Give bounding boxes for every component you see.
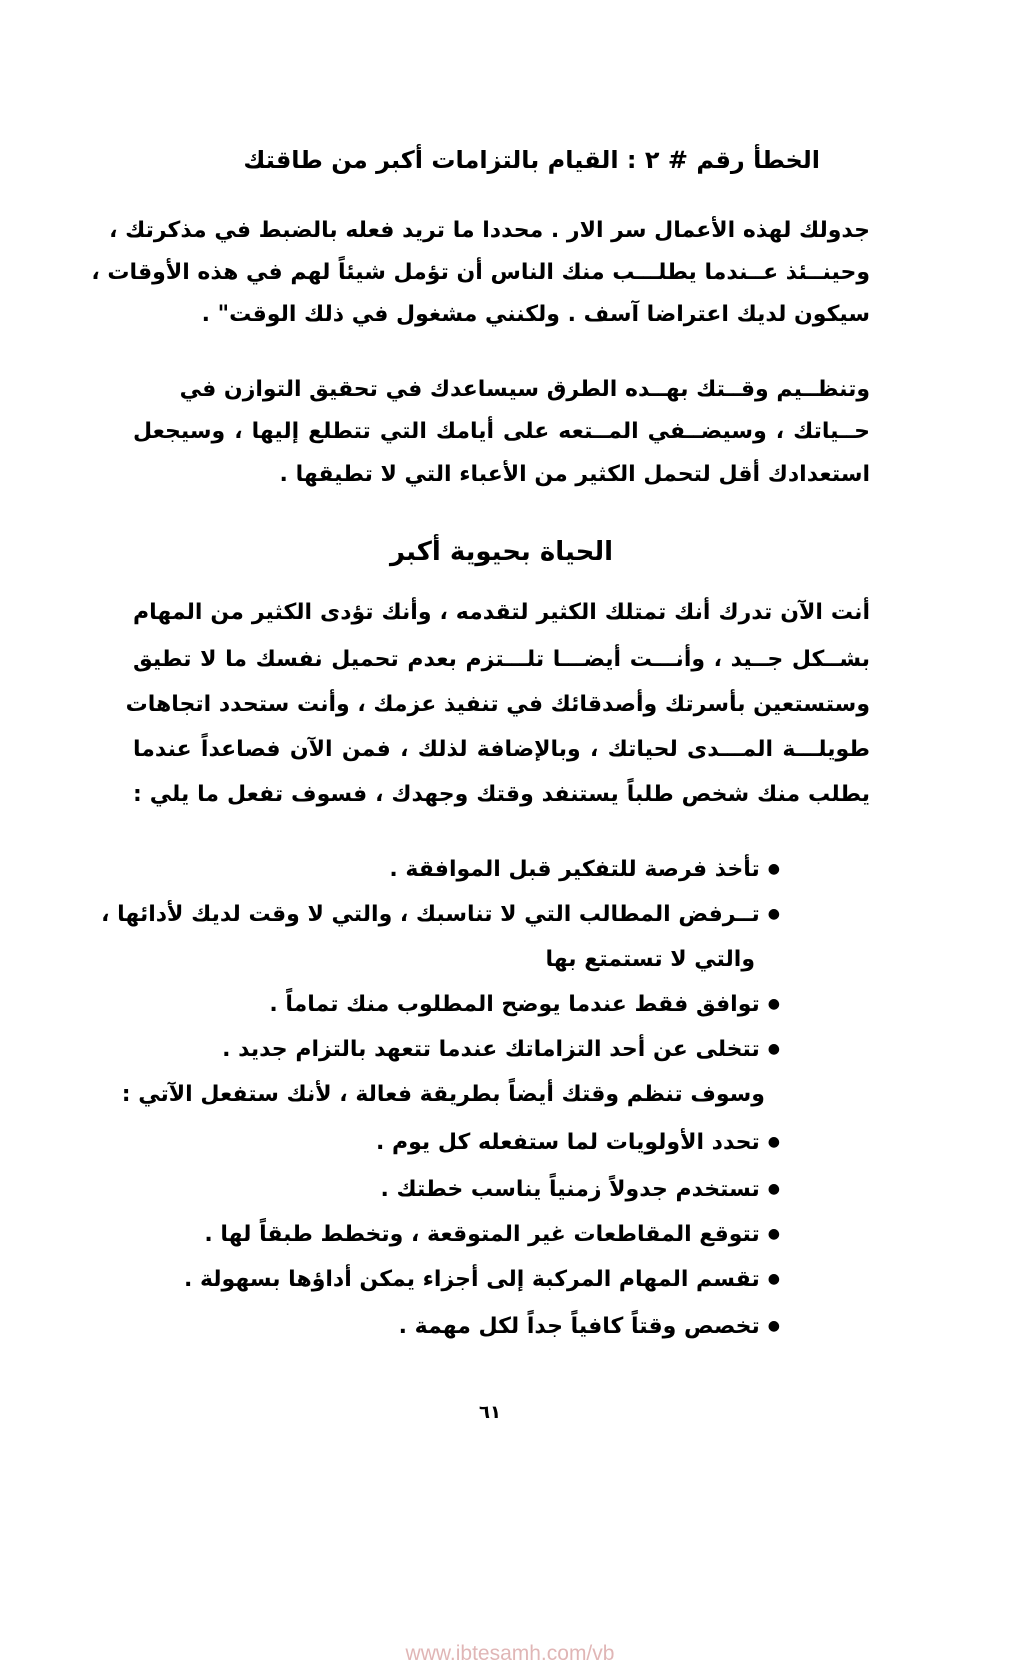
page-number: ٦١ xyxy=(479,1402,501,1423)
paragraph-3-line-1: أنت الآن تدرك أنك تمتلك الكثير لتقدمه ، وأنك تؤدى الكثير من المهام xyxy=(133,600,870,625)
paragraph-3-line-2: بشــكل جــيد ، وأنـــت أيضـــا تلـــتزم بعدم تحميل نفسك ما لا تطيق xyxy=(133,647,870,672)
bullet-item: ● تخصص وقتاً كافياً جداً لكل مهمة . xyxy=(399,1312,780,1344)
bullet-item: ● تقسم المهام المركبة إلى أجزاء يمكن أداؤها بسهولة . xyxy=(184,1265,780,1297)
paragraph-1-line-2: وحينــئذ عــندما يطلـــب منك الناس أن تؤمل شيئاً لهم في هذه الأوقات ، xyxy=(91,260,870,285)
transition-line: وسوف تنظم وقتك أيضاً بطريقة فعالة ، لأنك ستفعل الآتي : xyxy=(121,1082,765,1107)
paragraph-3-line-4: طويلـــة المـــدى لحياتك ، وبالإضافة لذلك ، فمن الآن فصاعداً عندما xyxy=(133,737,870,762)
section-heading: الحياة بحيوية أكبر xyxy=(389,537,613,567)
bullet-item: ● تحدد الأولويات لما ستفعله كل يوم . xyxy=(376,1128,780,1160)
bullet-item: ● تتوقع المقاطعات غير المتوقعة ، وتخطط طبقاً لها . xyxy=(204,1220,780,1252)
paragraph-2-line-3: استعدادك أقل لتحمل الكثير من الأعباء التي لا تطيقها . xyxy=(279,462,870,487)
paragraph-2-line-2: حــياتك ، وسيضــفي المــتعه على أيامك التي تتطلع إليها ، وسيجعل xyxy=(133,419,870,444)
paragraph-2-line-1: وتنظــيم وقــتك بهــده الطرق سيساعدك في تحقيق التوازن في xyxy=(179,377,870,402)
bullet-continuation: والتي لا تستمتع بها xyxy=(545,947,755,972)
bullet-item: ● تتخلى عن أحد التزاماتك عندما تتعهد بالتزام جديد . xyxy=(222,1035,780,1067)
paragraph-1-line-3: سيكون لديك اعتراضا آسف . ولكنني مشغول في ذلك الوقت" . xyxy=(201,302,870,327)
bullet-item: ● تستخدم جدولاً زمنياً يناسب خطتك . xyxy=(381,1175,781,1207)
bullet-item: ● تــرفض المطالب التي لا تناسبك ، والتي لا وقت لديك لأدائها ، xyxy=(101,900,780,932)
paragraph-1-line-1: جدولك لهذه الأعمال سر الار . محددا ما تريد فعله بالضبط في مذكرتك ، xyxy=(109,218,870,243)
paragraph-3-line-3: وستستعين بأسرتك وأصدقائك في تنفيذ عزمك ، وأنت ستحدد اتجاهات xyxy=(125,692,870,717)
error-title: الخطأ رقم # ٢ : القيام بالتزامات أكبر من طاقتك xyxy=(243,146,820,174)
paragraph-3-line-5: يطلب منك شخص طلباً يستنفد وقتك وجهدك ، فسوف تفعل ما يلي : xyxy=(133,782,870,807)
bullet-item: ● تأخذ فرصة للتفكير قبل الموافقة . xyxy=(389,855,780,887)
bullet-item: ● توافق فقط عندما يوضح المطلوب منك تماماً . xyxy=(269,990,780,1022)
watermark-url: www.ibtesamh.com/vb xyxy=(405,1642,615,1665)
